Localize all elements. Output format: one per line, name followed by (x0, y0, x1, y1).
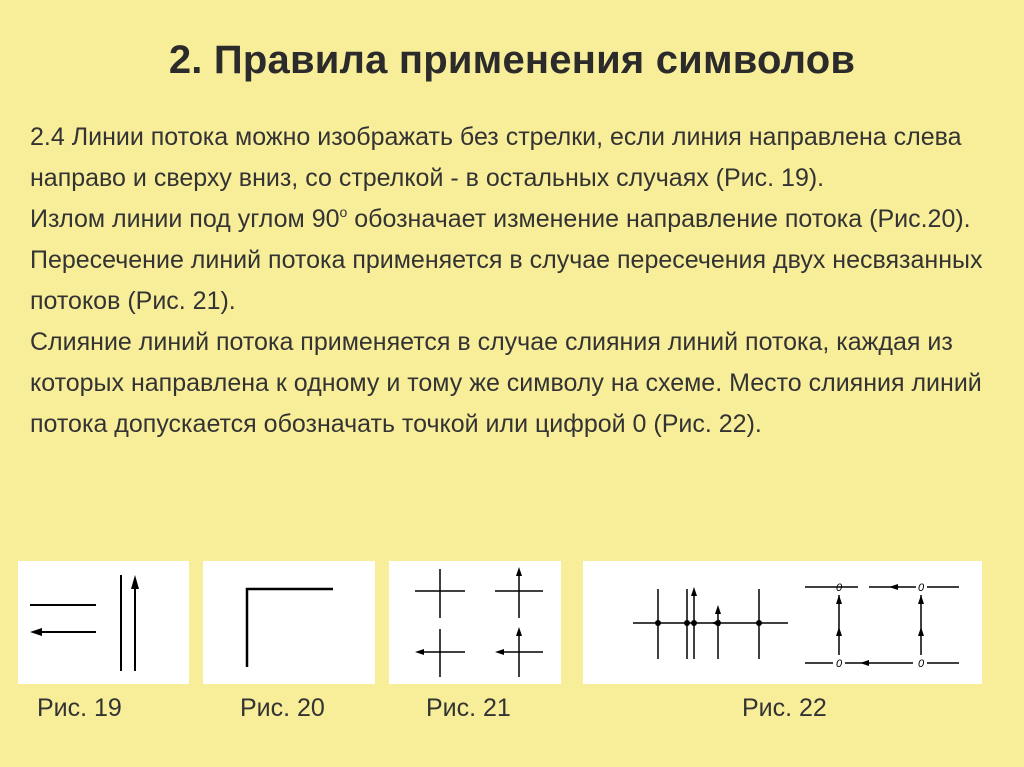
figure-19-caption: Рис. 19 (37, 694, 122, 722)
merge-dot-icon (691, 620, 697, 626)
right-angle-line (247, 589, 333, 667)
arrowhead-up-icon (516, 627, 522, 636)
figure-22-diagram (583, 561, 982, 684)
arrowhead-up-icon (918, 595, 924, 604)
paragraph-1: 2.4 Линии потока можно изображать без стрелки, если линия направлена слева направо и сверху вниз, со стрелкой - в остальных случаях (Рис. 19). (30, 123, 962, 192)
arrowhead-left-icon (860, 660, 869, 666)
merge-dot-icon (655, 620, 661, 626)
merge-dot-icon (684, 620, 690, 626)
arrowhead-up-icon (516, 567, 522, 576)
page-title: 2. Правила применения символов (168, 38, 856, 82)
merge-zero-label: 0 (917, 658, 925, 670)
figure-22-caption: Рис. 22 (742, 694, 827, 722)
arrowhead-up-icon (918, 627, 924, 636)
merge-zero-label: 0 (835, 658, 843, 670)
degree-mark: o (339, 204, 348, 220)
figure-19-flowlines (18, 561, 189, 684)
merge-dot-icon (715, 620, 721, 626)
arrowhead-up-icon (836, 595, 842, 604)
figure-22-merges (583, 561, 982, 684)
paragraph-2-end: обозначает изменение направление потока (Рис.20). Пересечение линий потока применяется в случае пересечения двух несвязанных потоков (Рис. 21). (30, 205, 983, 315)
figure-21-caption: Рис. 21 (426, 694, 511, 722)
arrowhead-up-icon (131, 575, 139, 589)
figure-21-diagram (389, 561, 561, 684)
arrowhead-left-icon (415, 649, 424, 655)
figure-19-diagram (18, 561, 189, 684)
merge-dot-icon (756, 620, 762, 626)
figure-20-caption: Рис. 20 (240, 694, 325, 722)
arrowhead-left-icon (495, 649, 504, 655)
arrowhead-up-icon (715, 605, 721, 614)
paragraph-3: Слияние линий потока применяется в случае слияния линий потока, каждая из которых направлена к одному и тому же символу на схеме. Место слияния линий потока допускается обозначать точкой или цифрой 0 (Рис. 22). (30, 328, 982, 438)
figure-20-diagram (203, 561, 375, 684)
arrowhead-up-icon (691, 587, 697, 596)
arrowhead-left-icon (889, 584, 898, 590)
paragraph-2 (30, 199, 1000, 322)
figure-21-crossings (389, 561, 561, 684)
arrowhead-up-icon (836, 627, 842, 636)
arrowhead-left-icon (30, 628, 42, 636)
merge-zero-label: 0 (835, 582, 843, 594)
merge-zero-label: 0 (917, 582, 925, 594)
paragraph-2-start: Излом линии под углом 90 (30, 205, 340, 233)
figure-20-right-angle (203, 561, 375, 684)
body-text (30, 117, 1000, 445)
